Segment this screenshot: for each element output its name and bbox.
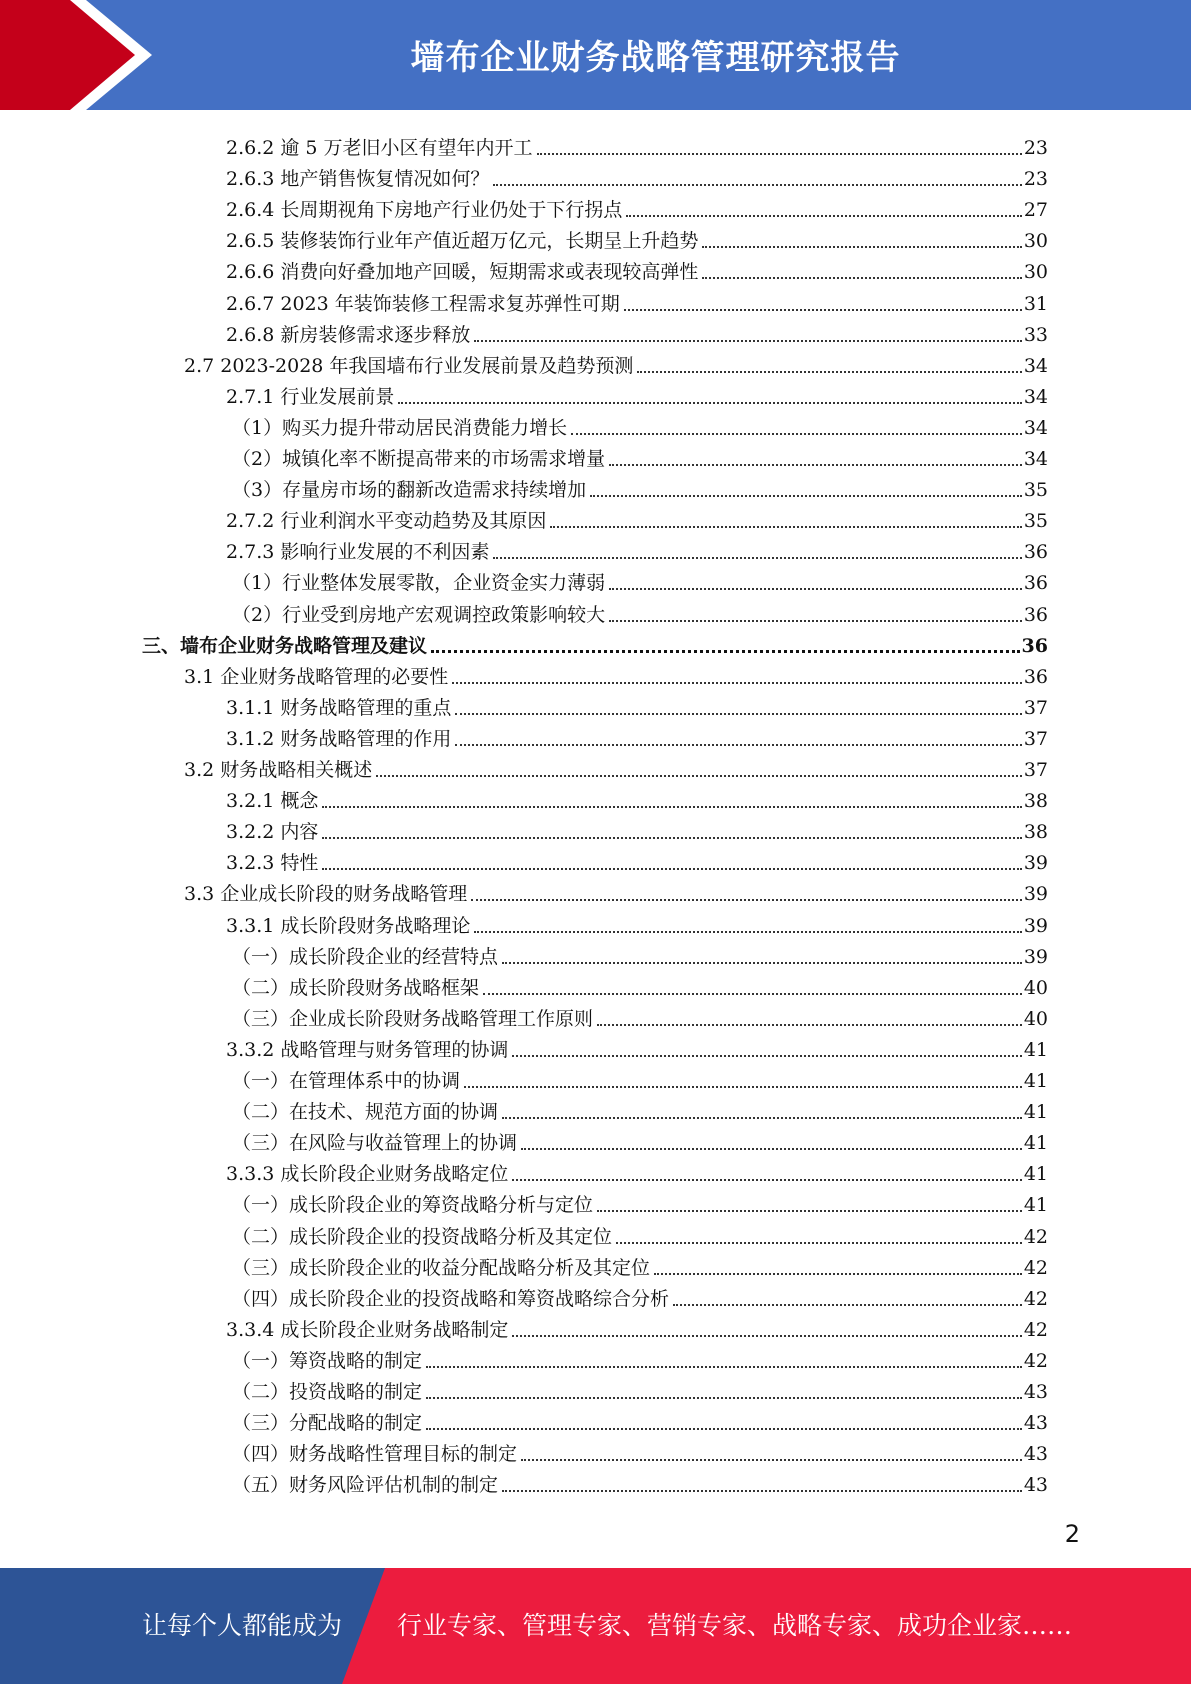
toc-entry[interactable] bbox=[226, 688, 1048, 719]
toc-entry-title: 2.6.7 2023 年装饰装修工程需求复苏弹性可期 bbox=[226, 292, 620, 315]
toc-entry-title: 3.3.4 成长阶段企业财务战略制定 bbox=[226, 1318, 509, 1341]
toc-entry[interactable] bbox=[232, 1465, 1048, 1496]
toc-leader-dots bbox=[493, 557, 1021, 559]
toc-entry[interactable] bbox=[232, 999, 1048, 1030]
toc-entry[interactable] bbox=[226, 315, 1048, 346]
toc-entry-page: 34 bbox=[1023, 448, 1048, 470]
toc-entry-page: 40 bbox=[1023, 976, 1048, 999]
toc-leader-dots bbox=[376, 775, 1022, 777]
toc-entry[interactable] bbox=[232, 1434, 1048, 1465]
toc-entry[interactable] bbox=[232, 563, 1048, 594]
toc-entry[interactable] bbox=[184, 874, 1048, 905]
toc-entry-page: 39 bbox=[1023, 945, 1048, 968]
toc-entry[interactable] bbox=[232, 408, 1048, 439]
toc-entry[interactable] bbox=[226, 284, 1048, 315]
toc-entry-title: （二）在技术、规范方面的协调 bbox=[232, 1101, 499, 1124]
toc-leader-dots bbox=[673, 1304, 1022, 1306]
toc-entry[interactable] bbox=[232, 1123, 1048, 1154]
toc-entry[interactable] bbox=[232, 1403, 1048, 1434]
toc-leader-dots bbox=[483, 993, 1022, 995]
page-header bbox=[0, 0, 1191, 110]
toc-entry[interactable] bbox=[226, 781, 1048, 812]
toc-leader-dots bbox=[702, 277, 1021, 279]
toc-leader-dots bbox=[637, 371, 1021, 373]
toc-entry[interactable] bbox=[232, 1279, 1048, 1310]
toc-entry-title: （一）成长阶段企业的经营特点 bbox=[232, 945, 499, 968]
toc-entry-page: 23 bbox=[1023, 137, 1048, 159]
toc-entry-page: 35 bbox=[1023, 479, 1048, 502]
toc-entry[interactable] bbox=[226, 190, 1048, 221]
toc-leader-dots bbox=[537, 153, 1022, 155]
toc-entry[interactable] bbox=[226, 501, 1048, 532]
toc-entry-title: （三）企业成长阶段财务战略管理工作原则 bbox=[232, 1007, 594, 1030]
toc-entry[interactable] bbox=[232, 439, 1048, 470]
toc-leader-dots bbox=[426, 1428, 1022, 1430]
toc-entry-page: 36 bbox=[1023, 572, 1048, 595]
toc-entry[interactable] bbox=[232, 1185, 1048, 1216]
toc-leader-dots bbox=[471, 899, 1022, 901]
toc-leader-dots bbox=[464, 1086, 1022, 1088]
toc-entry-page: 41 bbox=[1023, 1070, 1048, 1092]
toc-leader-dots bbox=[502, 1490, 1022, 1492]
toc-entry-page: 41 bbox=[1023, 1163, 1048, 1186]
toc-entry-title: 3.2.1 概念 bbox=[226, 790, 319, 813]
toc-entry-title: （1）购买力提升带动居民消费能力增长 bbox=[232, 416, 568, 439]
toc-entry-title: 3.3.3 成长阶段企业财务战略定位 bbox=[226, 1163, 509, 1186]
toc-leader-dots bbox=[624, 309, 1022, 311]
toc-entry-page: 39 bbox=[1023, 883, 1048, 906]
toc-entry[interactable] bbox=[226, 843, 1048, 874]
toc-entry[interactable] bbox=[184, 750, 1048, 781]
toc-entry-title: （四）成长阶段企业的投资战略和筹资战略综合分析 bbox=[232, 1287, 670, 1310]
toc-entry-page: 41 bbox=[1023, 1194, 1048, 1217]
toc-leader-dots bbox=[597, 1024, 1022, 1026]
toc-leader-dots bbox=[521, 1148, 1022, 1150]
toc-entry-title: （3）存量房市场的翻新改造需求持续增加 bbox=[232, 479, 587, 502]
toc-entry[interactable] bbox=[226, 532, 1048, 563]
toc-entry-title: （三）分配战略的制定 bbox=[232, 1412, 423, 1435]
toc-leader-dots bbox=[474, 931, 1021, 933]
toc-entry-page: 34 bbox=[1023, 416, 1048, 439]
toc-leader-dots bbox=[512, 1179, 1021, 1181]
page-footer bbox=[0, 1568, 1191, 1684]
toc-entry[interactable] bbox=[226, 719, 1048, 750]
toc-entry[interactable] bbox=[232, 1248, 1048, 1279]
toc-entry[interactable] bbox=[226, 1030, 1048, 1061]
toc-entry-title: （五）财务风险评估机制的制定 bbox=[232, 1474, 499, 1497]
toc-entry[interactable] bbox=[232, 968, 1048, 999]
toc-entry-title: 3.3 企业成长阶段的财务战略管理 bbox=[184, 883, 468, 906]
toc-entry[interactable] bbox=[232, 1372, 1048, 1403]
toc-leader-dots bbox=[609, 464, 1022, 466]
toc-entry-page: 30 bbox=[1023, 261, 1048, 284]
toc-entry-title: （四）财务战略性管理目标的制定 bbox=[232, 1443, 518, 1466]
toc-entry-title: 3.2 财务战略相关概述 bbox=[184, 759, 373, 781]
toc-leader-dots bbox=[571, 433, 1022, 435]
toc-entry-page: 40 bbox=[1023, 1007, 1048, 1030]
toc-entry-title: 3.2.2 内容 bbox=[226, 821, 319, 844]
toc-entry-title: 2.6.8 新房装修需求逐步释放 bbox=[226, 323, 471, 346]
toc-leader-dots bbox=[474, 340, 1021, 342]
toc-leader-dots bbox=[702, 246, 1021, 248]
toc-entry-title: 3.2.3 特性 bbox=[226, 852, 319, 875]
toc-leader-dots bbox=[502, 1117, 1022, 1119]
toc-entry-page: 42 bbox=[1023, 1256, 1048, 1279]
report-title: 墙布企业财务战略管理研究报告 bbox=[410, 38, 901, 78]
toc-entry[interactable] bbox=[232, 937, 1048, 968]
toc-leader-dots bbox=[616, 1242, 1022, 1244]
toc-entry-page: 23 bbox=[1023, 168, 1048, 191]
toc-entry-page: 41 bbox=[1023, 1038, 1048, 1061]
toc-entry-page: 41 bbox=[1023, 1101, 1048, 1124]
toc-entry-page: 42 bbox=[1023, 1287, 1048, 1310]
toc-leader-dots bbox=[398, 402, 1021, 404]
toc-entry-title: 2.6.2 逾 5 万老旧小区有望年内开工 bbox=[226, 137, 533, 159]
toc-leader-dots bbox=[452, 682, 1022, 684]
toc-leader-dots bbox=[322, 806, 1021, 808]
toc-entry-title: 3.1.2 财务战略管理的作用 bbox=[226, 727, 452, 750]
toc-entry-page: 36 bbox=[1023, 541, 1048, 564]
toc-entry-page: 31 bbox=[1023, 292, 1048, 315]
toc-entry-page: 39 bbox=[1023, 852, 1048, 875]
toc-entry-title: （二）成长阶段财务战略框架 bbox=[232, 976, 480, 999]
toc-entry-title: （一）成长阶段企业的筹资战略分析与定位 bbox=[232, 1194, 594, 1217]
toc-entry-page: 38 bbox=[1023, 821, 1048, 844]
toc-entry[interactable] bbox=[226, 221, 1048, 252]
toc-entry-title: （三）在风险与收益管理上的协调 bbox=[232, 1132, 518, 1155]
toc-entry-title: （三）成长阶段企业的收益分配战略分析及其定位 bbox=[232, 1256, 651, 1279]
toc-leader-dots bbox=[426, 1397, 1022, 1399]
toc-entry-title: 3.1.1 财务战略管理的重点 bbox=[226, 696, 452, 719]
toc-entry-title: 3.3.2 战略管理与财务管理的协调 bbox=[226, 1038, 509, 1061]
toc-leader-dots bbox=[590, 495, 1022, 497]
toc-entry-page: 41 bbox=[1023, 1132, 1048, 1155]
page-number: 2 bbox=[1064, 1520, 1080, 1548]
toc-entry-title: 2.6.6 消费向好叠加地产回暖，短期需求或表现较高弹性 bbox=[226, 261, 699, 284]
toc-entry-title: （一）筹资战略的制定 bbox=[232, 1349, 423, 1372]
toc-entry-page: 43 bbox=[1023, 1443, 1048, 1466]
toc-entry-title: （2）行业受到房地产宏观调控政策影响较大 bbox=[232, 603, 606, 626]
toc-entry[interactable] bbox=[232, 1092, 1048, 1123]
toc-entry-page: 43 bbox=[1023, 1412, 1048, 1435]
toc-leader-dots bbox=[455, 713, 1021, 715]
footer-slogan-left: 让每个人都能成为 bbox=[142, 1611, 343, 1640]
toc-entry[interactable] bbox=[232, 1061, 1048, 1092]
toc-entry-page: 27 bbox=[1023, 199, 1048, 222]
toc-leader-dots bbox=[502, 962, 1022, 964]
toc-leader-dots bbox=[322, 868, 1021, 870]
toc-leader-dots bbox=[521, 1459, 1022, 1461]
toc-entry-page: 30 bbox=[1023, 230, 1048, 253]
toc-entry-page: 37 bbox=[1023, 696, 1048, 719]
toc-entry[interactable] bbox=[184, 657, 1048, 688]
toc-entry-title: 三、墙布企业财务战略管理及建议 bbox=[142, 634, 428, 657]
toc-entry-title: 2.7.3 影响行业发展的不利因素 bbox=[226, 541, 490, 564]
toc-leader-dots bbox=[512, 1335, 1021, 1337]
toc-leader-dots bbox=[426, 1366, 1022, 1368]
toc-entry-page: 33 bbox=[1023, 323, 1048, 346]
toc-entry-title: （二）成长阶段企业的投资战略分析及其定位 bbox=[232, 1225, 613, 1248]
toc-entry[interactable] bbox=[232, 1341, 1048, 1372]
toc-entry-title: 2.6.4 长周期视角下房地产行业仍处于下行拐点 bbox=[226, 199, 623, 222]
toc-entry-page: 42 bbox=[1023, 1349, 1048, 1372]
toc-entry-page: 39 bbox=[1023, 914, 1048, 937]
toc-entry-title: （2）城镇化率不断提高带来的市场需求增量 bbox=[232, 448, 606, 470]
toc-entry-title: 3.3.1 成长阶段财务战略理论 bbox=[226, 914, 471, 937]
toc-leader-dots bbox=[626, 215, 1021, 217]
toc-entry-title: （1）行业整体发展零散，企业资金实力薄弱 bbox=[232, 572, 606, 595]
toc-entry-title: 2.6.3 地产销售恢复情况如何？ bbox=[226, 168, 490, 191]
toc-entry-title: （二）投资战略的制定 bbox=[232, 1381, 423, 1403]
toc-leader-dots bbox=[431, 650, 1020, 653]
toc-leader-dots bbox=[654, 1273, 1022, 1275]
toc-entry-page: 43 bbox=[1023, 1381, 1048, 1403]
toc-leader-dots bbox=[493, 184, 1021, 186]
toc-entry[interactable] bbox=[232, 595, 1048, 626]
toc-leader-dots bbox=[609, 620, 1022, 622]
toc-leader-dots bbox=[512, 1055, 1021, 1057]
toc-entry[interactable] bbox=[226, 1310, 1048, 1341]
toc-entry[interactable] bbox=[142, 626, 1048, 657]
toc-entry[interactable] bbox=[232, 470, 1048, 501]
toc-entry-page: 35 bbox=[1023, 510, 1048, 533]
toc-entry[interactable] bbox=[232, 1217, 1048, 1248]
toc-entry-page: 34 bbox=[1023, 354, 1048, 377]
toc-entry[interactable] bbox=[226, 252, 1048, 283]
toc-entry[interactable] bbox=[226, 128, 1048, 159]
toc-entry-page: 38 bbox=[1023, 790, 1048, 813]
toc-entry[interactable] bbox=[226, 812, 1048, 843]
toc-entry-title: （一）在管理体系中的协调 bbox=[232, 1070, 461, 1092]
toc-leader-dots bbox=[597, 1210, 1022, 1212]
toc-entry[interactable] bbox=[226, 377, 1048, 408]
toc-entry-title: 2.7 2023-2028 年我国墙布行业发展前景及趋势预测 bbox=[184, 354, 634, 377]
toc-entry-title: 2.6.5 装修装饰行业年产值近超万亿元，长期呈上升趋势 bbox=[226, 230, 699, 253]
toc-entry-page: 36 bbox=[1023, 665, 1048, 688]
toc-entry[interactable] bbox=[226, 906, 1048, 937]
toc-leader-dots bbox=[609, 588, 1022, 590]
toc-entry-page: 36 bbox=[1023, 603, 1048, 626]
toc-entry[interactable] bbox=[184, 346, 1048, 377]
toc-entry-page: 42 bbox=[1023, 1225, 1048, 1248]
toc-entry-page: 34 bbox=[1023, 385, 1048, 408]
toc-entry[interactable] bbox=[226, 1154, 1048, 1185]
toc-entry-page: 37 bbox=[1023, 759, 1048, 781]
toc-entry-title: 2.7.2 行业利润水平变动趋势及其原因 bbox=[226, 510, 547, 533]
toc-entry[interactable] bbox=[226, 159, 1048, 190]
footer-slogan-right: 行业专家、管理专家、营销专家、战略专家、成功企业家…… bbox=[397, 1611, 1073, 1640]
toc-entry-title: 2.7.1 行业发展前景 bbox=[226, 385, 395, 408]
toc-entry-page: 43 bbox=[1023, 1474, 1048, 1497]
toc-entry-page: 42 bbox=[1023, 1318, 1048, 1341]
toc-entry-title: 3.1 企业财务战略管理的必要性 bbox=[184, 665, 449, 688]
toc-leader-dots bbox=[550, 526, 1021, 528]
toc-entry-page: 37 bbox=[1023, 727, 1048, 750]
toc-leader-dots bbox=[322, 837, 1021, 839]
toc-entry-page: 36 bbox=[1021, 634, 1048, 657]
toc-leader-dots bbox=[455, 744, 1021, 746]
